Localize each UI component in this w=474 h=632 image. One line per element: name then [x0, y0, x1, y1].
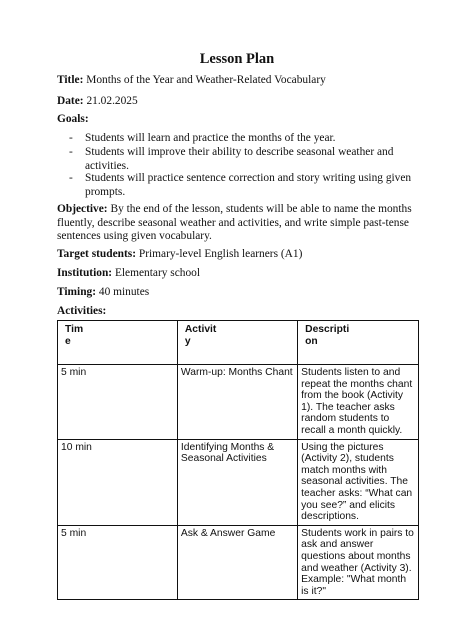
cell-time: 5 min [58, 365, 178, 440]
date-value: 21.02.2025 [86, 95, 138, 107]
cell-description: Using the pictures (Activity 2), students match months with seasonal activities. The teacher asks: “What can you see?” and elicits descriptions. [298, 439, 419, 525]
cell-activity: Identifying Months & Seasonal Activities [177, 439, 297, 525]
institution-line [57, 267, 200, 281]
date-label: Date: [57, 95, 84, 107]
bullet-dash: - [69, 172, 73, 184]
header-activity: Activit y [177, 321, 297, 365]
table-header-row [58, 321, 419, 365]
title-label: Title: [57, 74, 84, 86]
title-line [57, 74, 326, 88]
goal-item: Students will practice sentence correction and story writing using given prompts. [85, 172, 412, 198]
table-row [58, 439, 419, 525]
cell-activity: Warm-up: Months Chant [177, 365, 297, 440]
activities-heading [57, 305, 106, 319]
target-line [57, 248, 302, 262]
objective-text: By the end of the lesson, students will be able to name the months fluently, describe seasonal weather and activities, and write simple past-tense sentences using given vocabulary. [57, 203, 412, 242]
objective-label: Objective: [57, 203, 108, 215]
activities-label: Activities: [57, 305, 107, 317]
institution-label: Institution: [57, 267, 113, 279]
cell-activity: Ask & Answer Game [177, 525, 297, 600]
title-value: Months of the Year and Weather-Related Vocabulary [86, 74, 326, 86]
goals-label: Goals: [57, 113, 89, 125]
goal-item: Students will improve their ability to describe seasonal weather and activities. [85, 146, 394, 172]
table-row [58, 525, 419, 600]
timing-value: 40 minutes [98, 286, 150, 298]
target-value: Primary-level English learners (A1) [138, 248, 303, 260]
cell-time: 5 min [58, 525, 178, 600]
cell-time: 10 min [58, 439, 178, 525]
date-line [57, 95, 138, 109]
objective-paragraph [57, 203, 422, 244]
timing-label: Timing: [57, 286, 97, 298]
cell-description: Students work in pairs to ask and answer questions about months and weather (Activity 3). Example: "What month is it?" [298, 525, 419, 600]
cell-description: Students listen to and repeat the months chant from the book (Activity 1). The teacher asks random students to recall a month quickly. [298, 365, 419, 440]
timing-line [57, 286, 149, 300]
activities-table [57, 320, 419, 600]
header-description: Descripti on [298, 321, 419, 365]
bullet-dash: - [69, 132, 73, 144]
header-time: Tim e [58, 321, 178, 365]
bullet-dash: - [69, 146, 73, 158]
goal-item: Students will learn and practice the months of the year. [85, 132, 336, 144]
institution-value: Elementary school [114, 267, 201, 279]
table-row [58, 365, 419, 440]
document-title: Lesson Plan [199, 51, 275, 67]
goals-heading [57, 113, 89, 127]
target-label: Target students: [57, 248, 136, 260]
